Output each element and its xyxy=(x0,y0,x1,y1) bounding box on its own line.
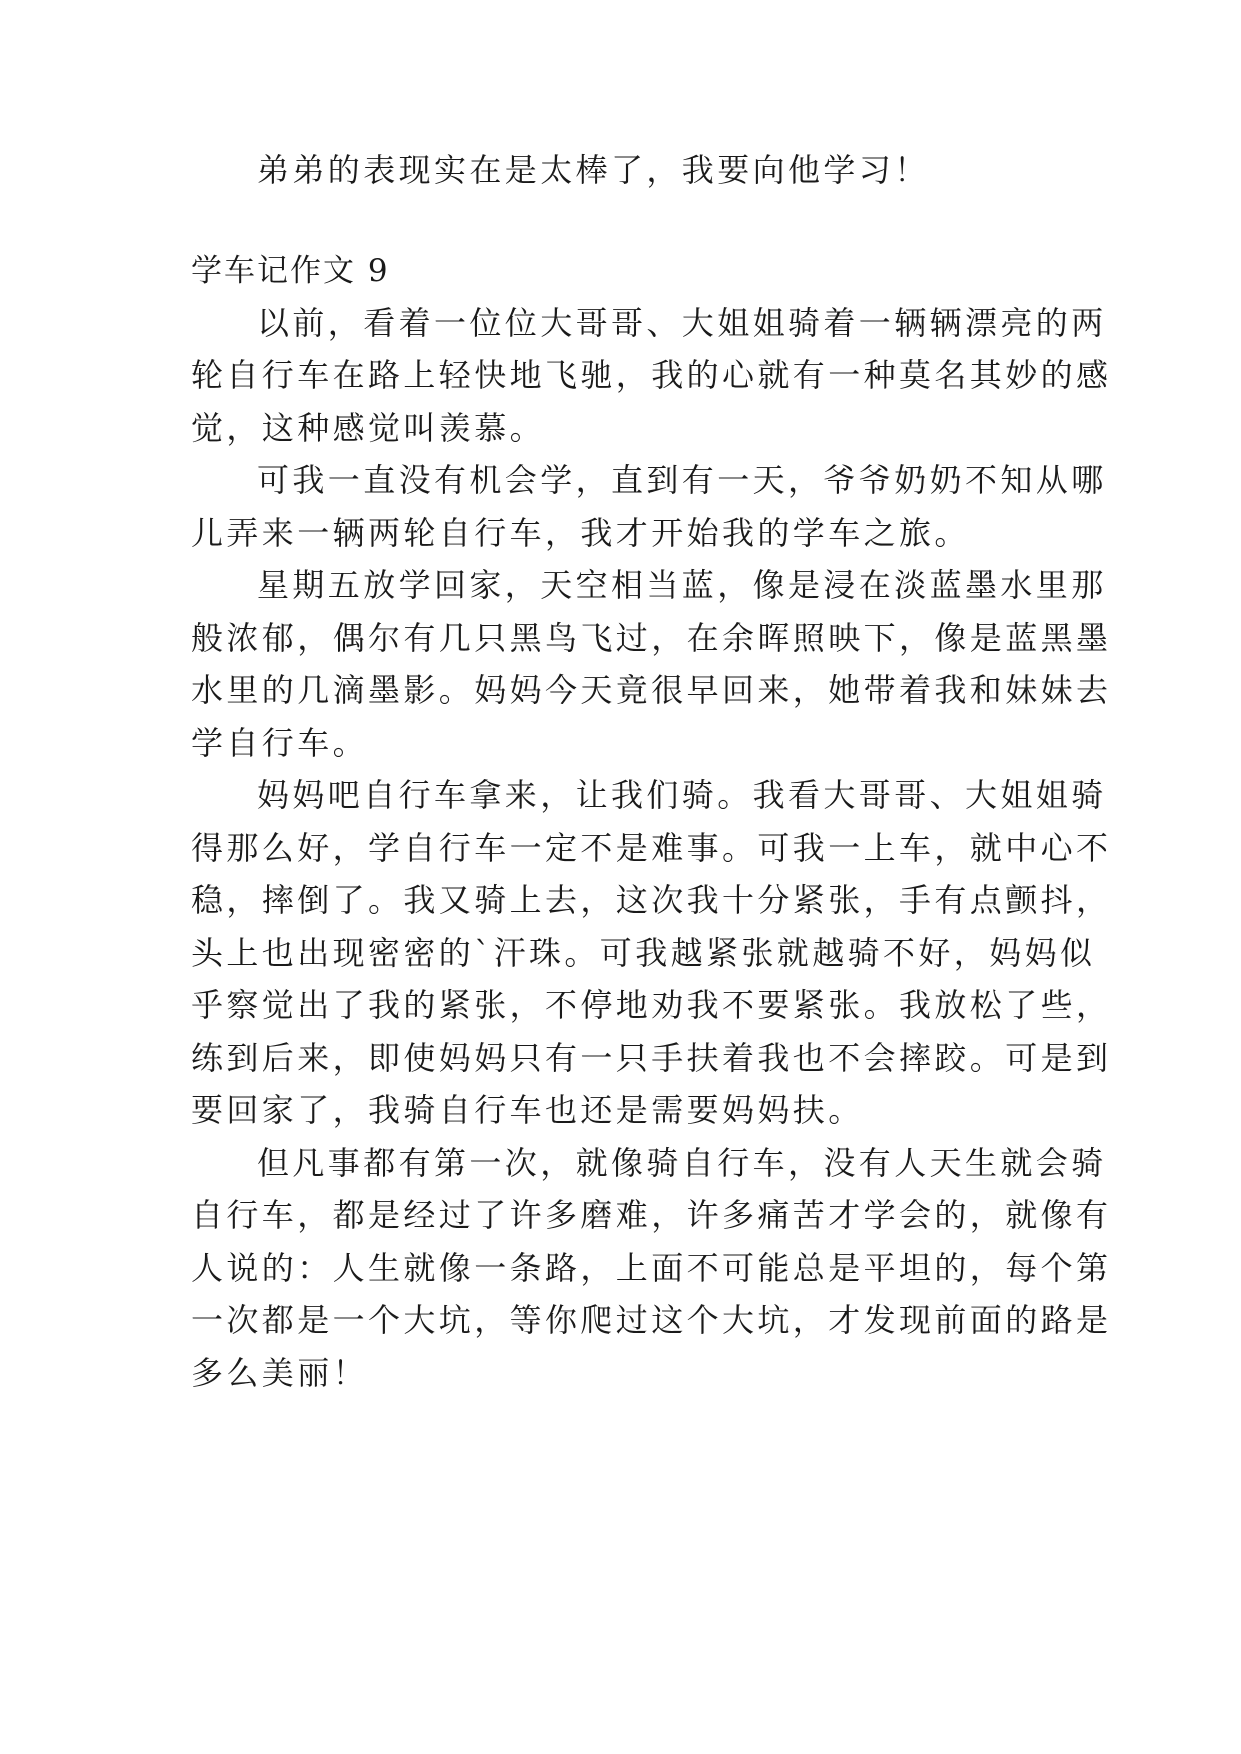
paragraph-4-line-6: 练到后来，即使妈妈只有一只手扶着我也不会摔跤。可是到 xyxy=(191,1039,1112,1077)
paragraph-3-line-1: 星期五放学回家，天空相当蓝，像是浸在淡蓝墨水里那 xyxy=(257,566,1107,604)
paragraph-4-line-1: 妈妈吧自行车拿来，让我们骑。我看大哥哥、大姐姐骑 xyxy=(257,776,1107,814)
paragraph-5-line-4: 一次都是一个大坑，等你爬过这个大坑，才发现前面的路是 xyxy=(191,1301,1112,1339)
paragraph-5-line-3: 人说的：人生就像一条路，上面不可能总是平坦的，每个第 xyxy=(191,1249,1112,1287)
paragraph-5-line-2: 自行车，都是经过了许多磨难，许多痛苦才学会的，就像有 xyxy=(191,1196,1112,1234)
intro-line: 弟弟的表现实在是太棒了，我要向他学习！ xyxy=(257,151,930,189)
paragraph-4-line-3: 稳，摔倒了。我又骑上去，这次我十分紧张，手有点颤抖， xyxy=(191,881,1112,919)
paragraph-2-line-2: 儿弄来一辆两轮自行车，我才开始我的学车之旅。 xyxy=(191,514,970,552)
paragraph-1-line-2: 轮自行车在路上轻快地飞驰，我的心就有一种莫名其妙的感 xyxy=(191,356,1112,394)
paragraph-3-line-4: 学自行车。 xyxy=(191,724,369,762)
paragraph-3-line-2: 般浓郁，偶尔有几只黑鸟飞过，在余晖照映下，像是蓝黑墨 xyxy=(191,619,1112,657)
paragraph-3-line-3: 水里的几滴墨影。妈妈今天竟很早回来，她带着我和妹妹去 xyxy=(191,671,1112,709)
paragraph-4-line-7: 要回家了，我骑自行车也还是需要妈妈扶。 xyxy=(191,1091,864,1129)
paragraph-4-line-2: 得那么好，学自行车一定不是难事。可我一上车，就中心不 xyxy=(191,829,1112,867)
paragraph-5-line-1: 但凡事都有第一次，就像骑自行车，没有人天生就会骑 xyxy=(257,1144,1107,1182)
paragraph-4-line-4: 头上也出现密密的`汗珠。可我越紧张就越骑不好，妈妈似 xyxy=(191,934,1096,972)
paragraph-4-line-5: 乎察觉出了我的紧张，不停地劝我不要紧张。我放松了些， xyxy=(191,986,1112,1024)
paragraph-5-line-5: 多么美丽！ xyxy=(191,1354,369,1392)
paragraph-1-line-1: 以前，看着一位位大哥哥、大姐姐骑着一辆辆漂亮的两 xyxy=(257,304,1107,342)
paragraph-1-line-3: 觉，这种感觉叫羡慕。 xyxy=(191,409,546,447)
paragraph-2-line-1: 可我一直没有机会学，直到有一天，爷爷奶奶不知从哪 xyxy=(257,461,1107,499)
essay-title: 学车记作文 9 xyxy=(191,253,390,289)
